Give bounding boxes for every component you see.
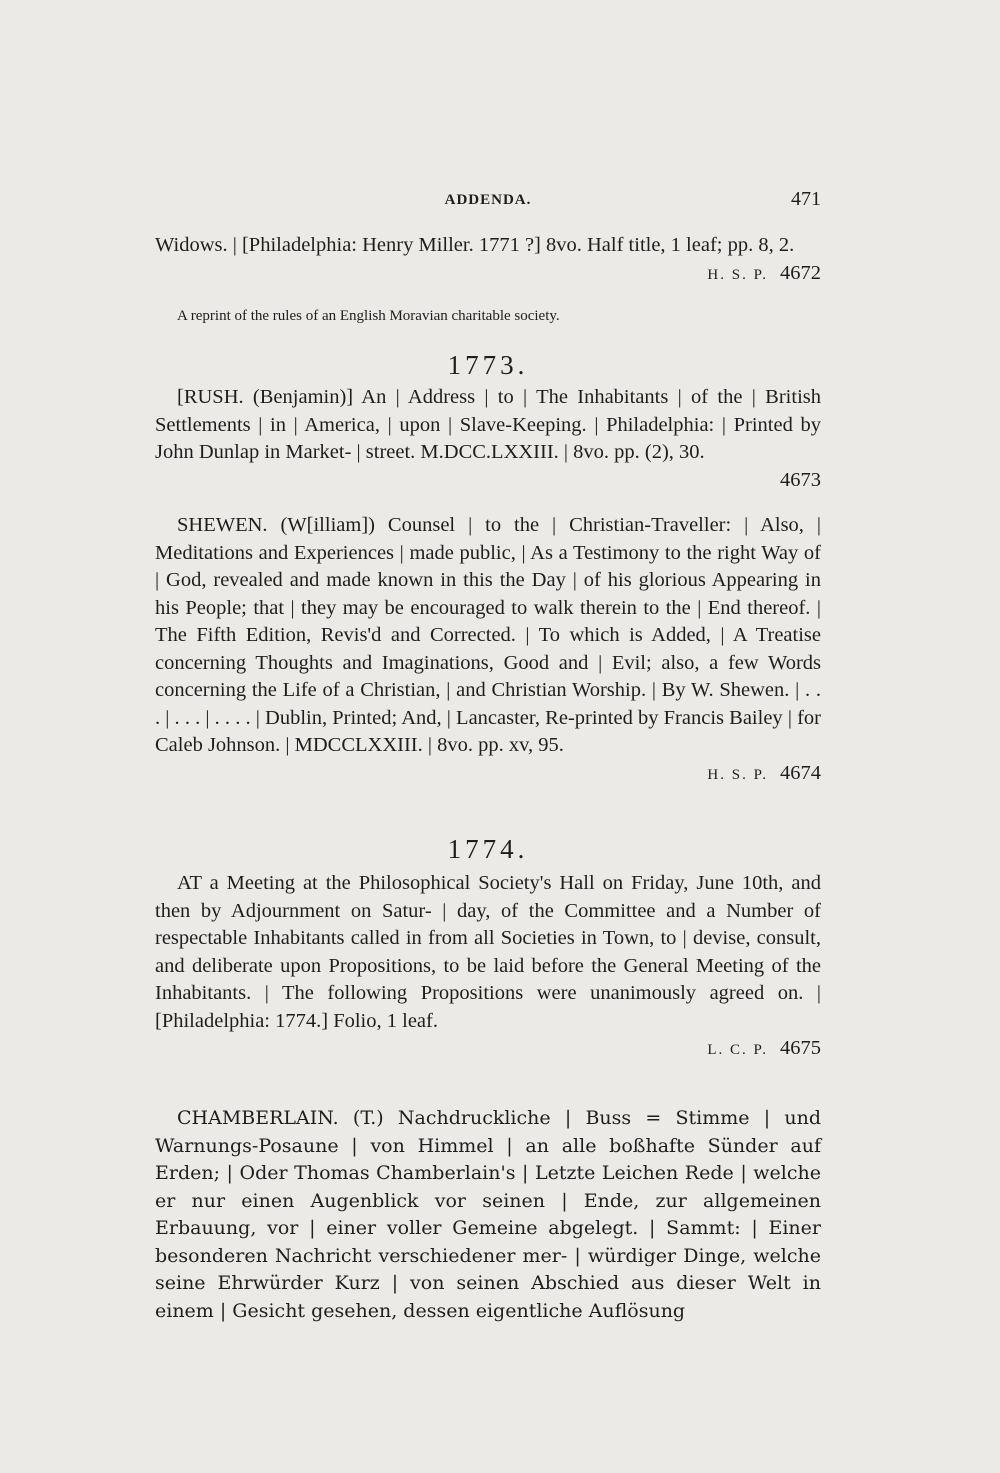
entry-widows-note — [155, 306, 821, 326]
entry-number: 4672 — [780, 261, 821, 284]
page-header — [155, 188, 821, 214]
note-text: A reprint of the rules of an English Moravian charitable society. — [177, 308, 560, 324]
entry-text — [155, 232, 821, 289]
page-number: 471 — [791, 188, 821, 210]
entry-number: 4673 — [780, 468, 821, 491]
library-code: H. S. P. — [707, 766, 768, 783]
entry-rush-text: [RUSH. (Benjamin)] An | Address | to | The Inhabitants | of the | British Settlements | in | America, | upon | Slave-Keeping. | Philadelphia: | Printed by John Dunlap in Market- | street. M.DCC.LXXIII. | 8vo. pp. (2), 30. — [155, 386, 821, 463]
entry-reference — [155, 1035, 821, 1065]
library-code: L. C. P. — [707, 1042, 768, 1058]
entry-text — [155, 870, 821, 1065]
entry-meeting — [155, 870, 821, 1065]
running-head: ADDENDA. — [444, 192, 532, 208]
entry-rush — [155, 384, 821, 494]
entry-meeting-text: AT a Meeting at the Philosophical Society's Hall on Friday, June 10th, and then by Adjournment on Satur- | day, of the Committee and a Number of respectable Inhabitants called in from all Societies in Town, to | devise, consult, and deliberate upon Propositions, to be laid before the General Meeting of the Inhabitants. | The following Propositions were unanimously agreed on. | [Philadelphia: 1774.] Folio, 1 leaf. — [155, 872, 821, 1032]
year-heading-1774 — [155, 836, 821, 864]
entry-text: CHAMBERLAIN. (T.) Nachdruckliche | Buss = Stimme | und Warnungs-Posaune | von Himmel | an alle boßhafte Sünder auf Erden; | Oder Thomas Chamberlain's | Letzte Leichen Rede | welche er nur einen Augenblick vor seinen | Ende, zur allgemeinen Erbauung, vor | einer voller Gemeine abgelegt. | Sammt: | Einer besonderen Nachricht verschiedener mer- | würdiger Dinge, welche seine Ehrwürder Kurz | von seinen Abschied aus dieser Welt in einem | Gesicht gesehen, dessen eigentliche Auflösung — [155, 1107, 821, 1322]
year-heading-1773 — [155, 352, 821, 380]
entry-chamberlain — [155, 1105, 821, 1325]
entry-reference — [155, 260, 821, 290]
library-code: H. S. P. — [707, 266, 768, 283]
entry-reference — [155, 467, 821, 495]
year-heading: 1773. — [447, 350, 529, 380]
entry-shewen-text: SHEWEN. (W[illiam]) Counsel | to the | Christian-Traveller: | Also, | Meditations and Experiences | made public, | As a Testimony to the right Way of | God, revealed and made known in this the Day | of his glorious Appearing in his People; that | they may be encouraged to walk therein to the | End thereof. | The Fifth Edition, Revis'd and Corrected. | To which is Added, | A Treatise concerning Thoughts and Imaginations, Good and | Evil; also, a few Words concerning the Life of a Christian, | and Christian Worship. | By W. Shewen. | . . . | . . . | . . . . | Dublin, Printed; And, | Lancaster, Re-printed by Francis Bailey | for Caleb Johnson. | MDCCLXXIII. | 8vo. pp. xv, 95. — [155, 514, 821, 756]
year-heading: 1774. — [447, 834, 529, 864]
entry-reference — [155, 760, 821, 790]
entry-text — [155, 512, 821, 789]
entry-number: 4675 — [780, 1037, 821, 1059]
entry-widows — [155, 232, 821, 289]
entry-number: 4674 — [780, 761, 821, 784]
entry-text — [155, 384, 821, 494]
entry-shewen — [155, 512, 821, 789]
entry-widows-text: Widows. | [Philadelphia: Henry Miller. 1771 ?] 8vo. Half title, 1 leaf; pp. 8, 2. — [155, 234, 795, 256]
